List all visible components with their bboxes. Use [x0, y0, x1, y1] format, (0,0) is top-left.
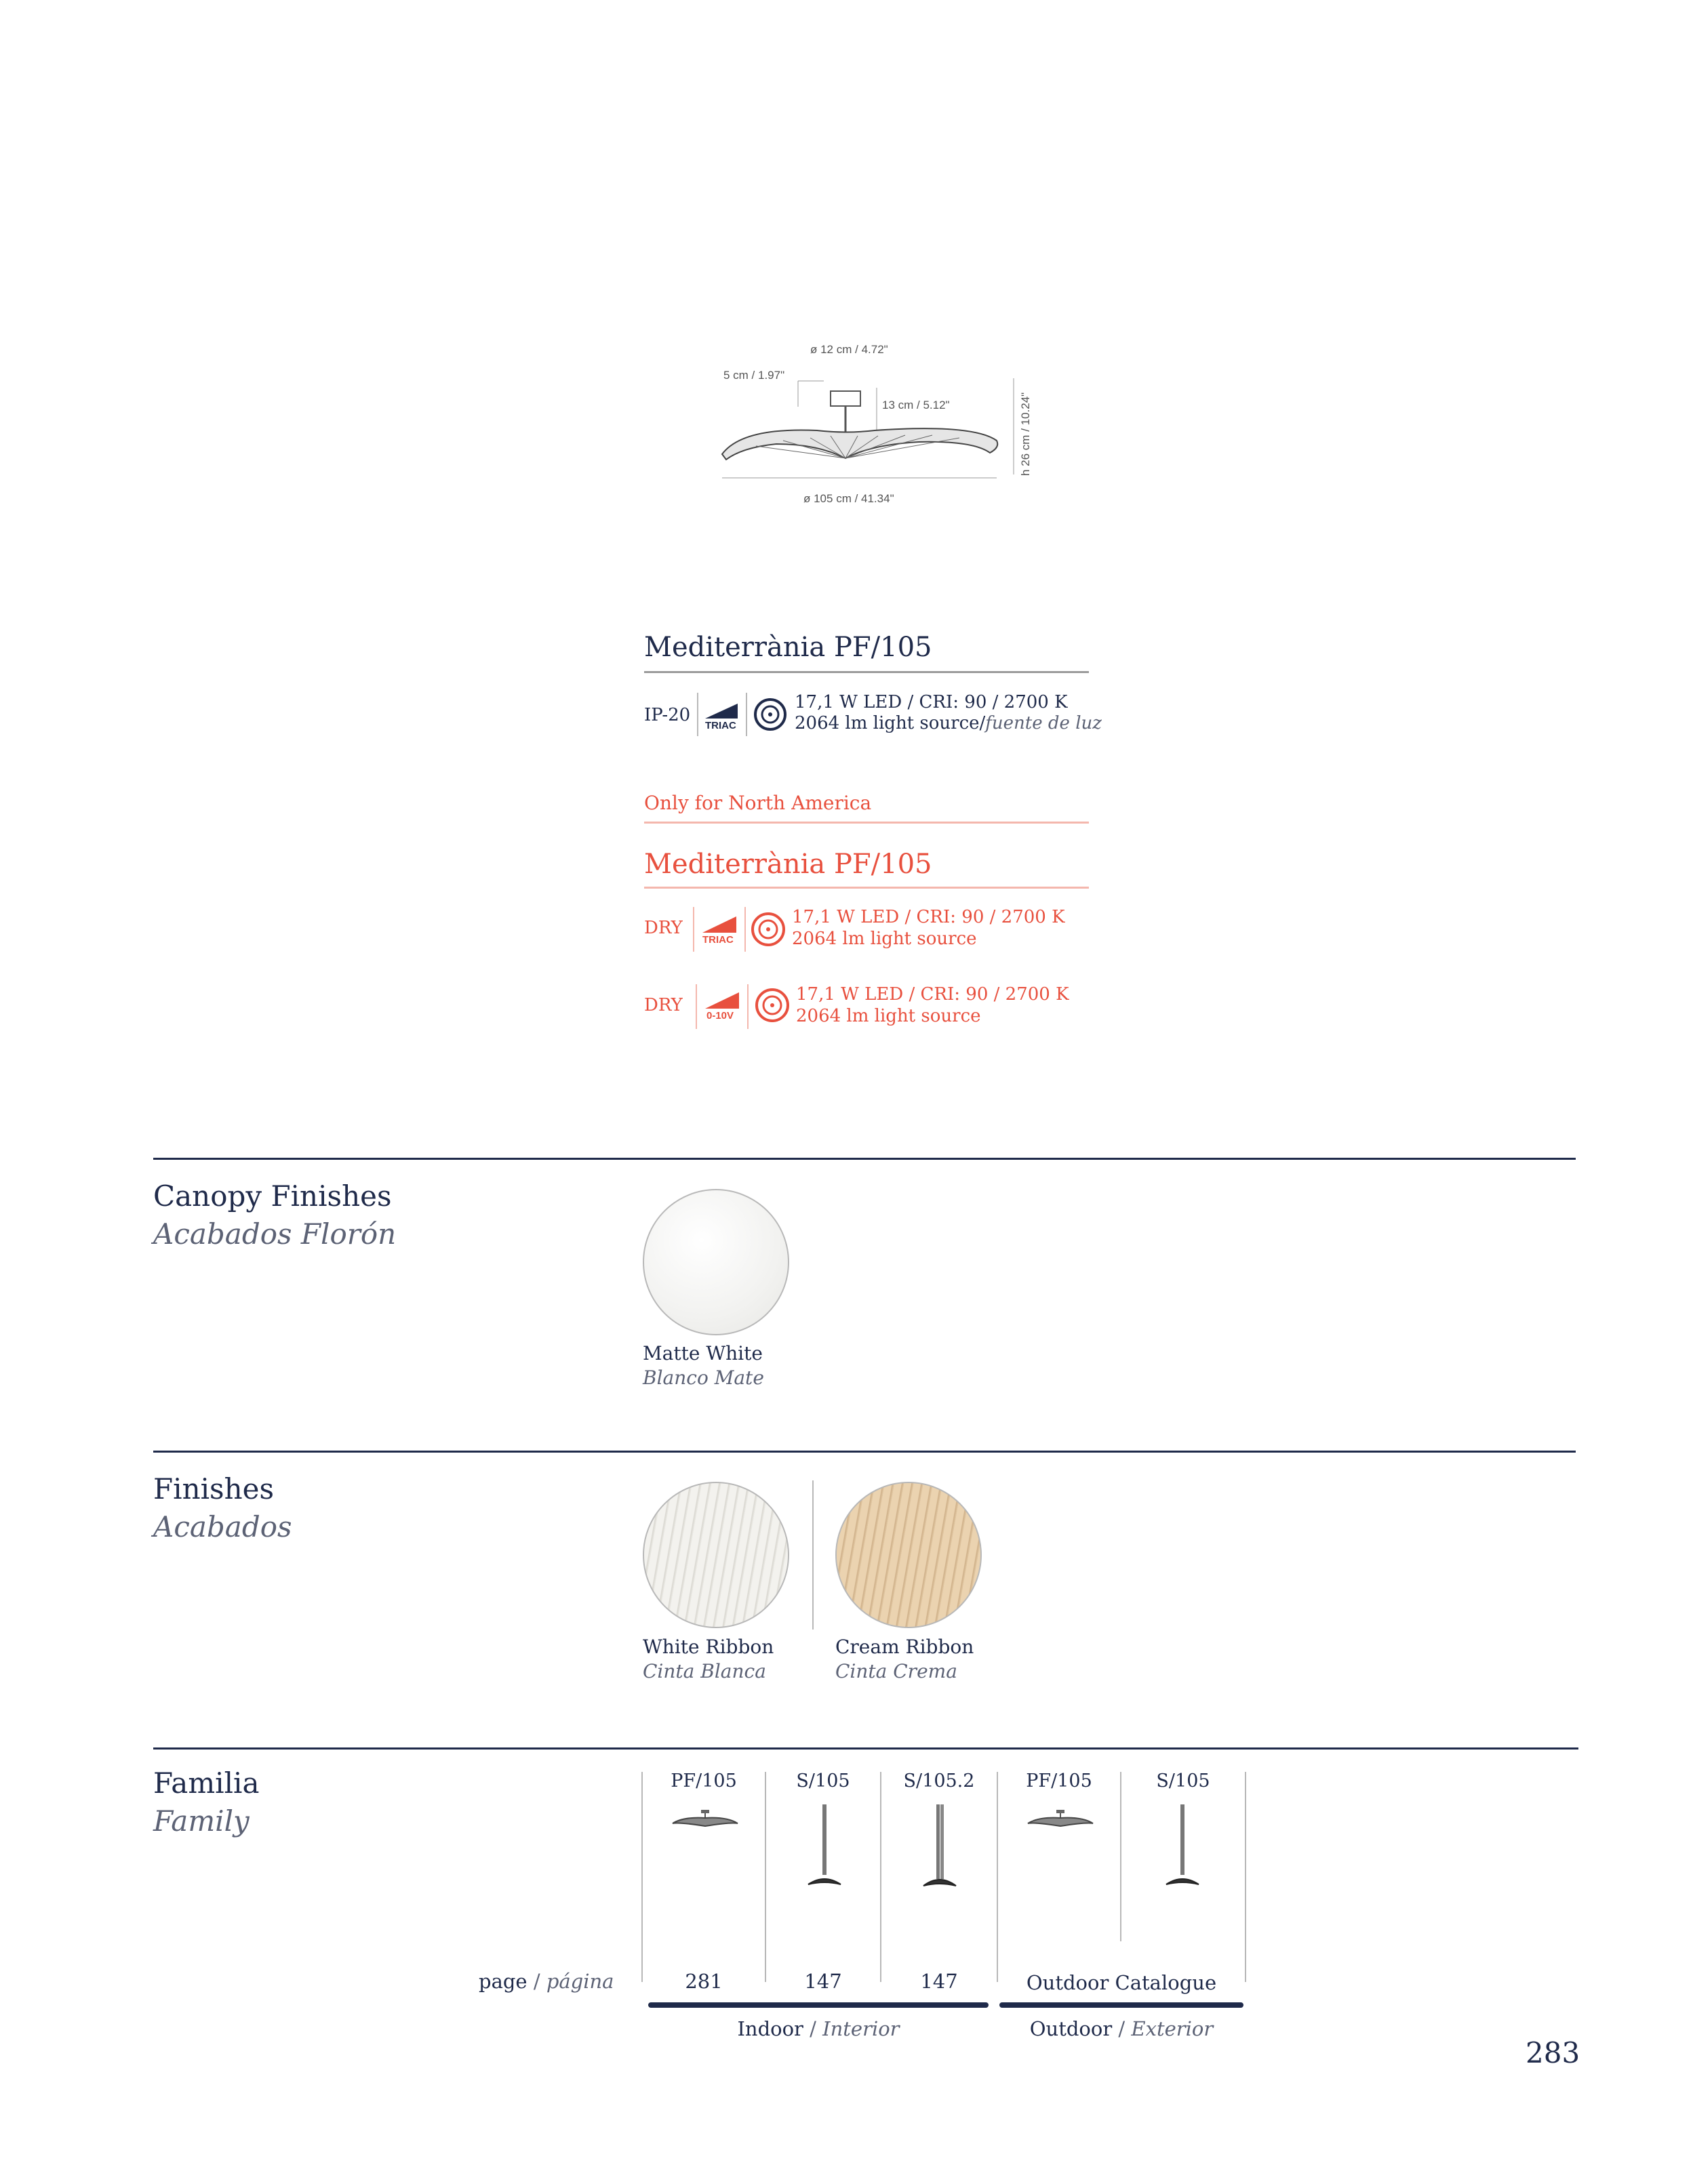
ip-rating: IP-20: [644, 705, 691, 725]
family-col-divider: [1245, 1772, 1246, 1982]
family-model-label: PF/105: [671, 1771, 737, 1792]
family-section-rule: [153, 1747, 1578, 1750]
finishes-title: Finishes: [153, 1472, 275, 1505]
dim-height: h 26 cm / 10.24": [1019, 392, 1032, 476]
canopy-section-rule: [153, 1158, 1576, 1160]
family-title: Familia: [153, 1766, 260, 1800]
family-col-divider: [997, 1772, 998, 1982]
family-page-number[interactable]: 147: [920, 1970, 958, 1993]
dimmer-0-10v-icon: [701, 987, 743, 1025]
pendant-lamp-icon: [670, 1808, 740, 1834]
triac-icon: [702, 698, 742, 733]
outdoor-catalogue-link[interactable]: Outdoor Catalogue: [1026, 1971, 1217, 1994]
finish-subname: Cinta Blanca: [643, 1660, 766, 1682]
canopy-title: Canopy Finishes: [153, 1179, 392, 1213]
page-label-main: page: [479, 1970, 527, 1993]
group-label-alt: Exterior: [1131, 2017, 1214, 2040]
note-rule: [644, 822, 1089, 824]
finish-name: Matte White: [643, 1342, 763, 1364]
triac-label: TRIAC: [702, 934, 734, 946]
spec-divider: [747, 984, 749, 1029]
family-col-divider: [765, 1772, 766, 1982]
spec-line2-alt: fuente de luz: [985, 713, 1102, 733]
finish-subname: Cinta Crema: [835, 1660, 957, 1682]
finishes-section-rule: [153, 1451, 1576, 1453]
group-label-sep: /: [1118, 2017, 1126, 2040]
pendant-lamp-icon: [1025, 1808, 1096, 1834]
floor-lamp-icon: [919, 1803, 960, 1897]
triac-label: TRIAC: [705, 720, 736, 731]
north-america-note: Only for North America: [644, 792, 872, 814]
family-col-divider: [641, 1772, 643, 1982]
na-row1-line1: 17,1 W LED / CRI: 90 / 2700 K: [792, 907, 1065, 927]
group-label-main: Outdoor: [1029, 2017, 1113, 2040]
finish-name: White Ribbon: [643, 1636, 774, 1658]
group-label-sep: /: [810, 2017, 816, 2040]
family-col-divider: [880, 1772, 881, 1982]
swatch-cream-ribbon[interactable]: [835, 1482, 982, 1628]
page-number: 283: [1526, 2036, 1580, 2069]
family-model-label: PF/105: [1026, 1771, 1092, 1792]
finishes-subtitle: Acabados: [153, 1510, 292, 1543]
spec-divider: [693, 907, 694, 952]
family-model-label: S/105: [1156, 1771, 1210, 1792]
na-title-rule: [644, 887, 1089, 889]
spec-divider: [744, 907, 746, 952]
na-row1-line2: 2064 lm light source: [792, 929, 977, 949]
outdoor-group-bar: [999, 2002, 1243, 2008]
dimension-drawing: [715, 339, 1041, 522]
spec-divider: [696, 984, 697, 1029]
product-title-rule: [644, 671, 1089, 673]
group-label-main: Indoor: [737, 2017, 803, 2040]
page-label-alt: página: [546, 1970, 614, 1993]
spec-line2-main: 2064 lm light source: [795, 713, 980, 733]
family-col-divider: [1120, 1772, 1121, 1941]
dim-diameter: ø 105 cm / 41.34": [803, 492, 894, 505]
family-page-label: [479, 1970, 614, 1993]
triac-icon: [698, 911, 740, 949]
finish-divider: [812, 1480, 814, 1630]
spec-divider: [746, 693, 747, 736]
na-row1-label: DRY: [644, 918, 683, 938]
canopy-subtitle: Acabados Florón: [153, 1217, 397, 1251]
swatch-matte-white[interactable]: [643, 1189, 789, 1335]
spec-line2-sep: /: [979, 713, 986, 733]
family-page-number[interactable]: 147: [804, 1970, 842, 1993]
floor-lamp-icon: [1162, 1803, 1203, 1897]
family-page-number[interactable]: 281: [685, 1970, 723, 1993]
dimmer-0-10v-label: 0-10V: [706, 1010, 734, 1022]
na-row2-line2: 2064 lm light source: [796, 1006, 981, 1026]
finish-subname: Blanco Mate: [643, 1367, 764, 1389]
product-spec-line1: 17,1 W LED / CRI: 90 / 2700 K: [795, 692, 1068, 712]
outdoor-group-label: [999, 2017, 1243, 2040]
indoor-group-bar: [648, 2002, 989, 2008]
page-label-sep: /: [533, 1970, 540, 1993]
indoor-group-label: [648, 2017, 989, 2040]
led-icon: [754, 987, 791, 1026]
group-label-alt: Interior: [822, 2017, 900, 2040]
dim-canopy-height: 5 cm / 1.97": [723, 369, 785, 382]
dim-canopy-diameter: ø 12 cm / 4.72": [810, 343, 888, 356]
family-model-label: S/105: [796, 1771, 850, 1792]
spec-divider: [697, 693, 698, 736]
swatch-white-ribbon[interactable]: [643, 1482, 789, 1628]
family-model-label: S/105.2: [903, 1771, 975, 1792]
led-icon: [750, 911, 786, 950]
na-row2-line1: 17,1 W LED / CRI: 90 / 2700 K: [796, 984, 1069, 1005]
product-spec-line2: [795, 713, 1102, 734]
finish-name: Cream Ribbon: [835, 1636, 974, 1658]
product-title: Mediterrània PF/105: [644, 632, 932, 663]
dim-drop: 13 cm / 5.12": [882, 399, 950, 411]
na-row2-label: DRY: [644, 995, 683, 1015]
family-subtitle: Family: [153, 1804, 250, 1838]
floor-lamp-icon: [804, 1803, 845, 1897]
led-icon: [753, 697, 788, 735]
na-product-title: Mediterrània PF/105: [644, 849, 932, 880]
